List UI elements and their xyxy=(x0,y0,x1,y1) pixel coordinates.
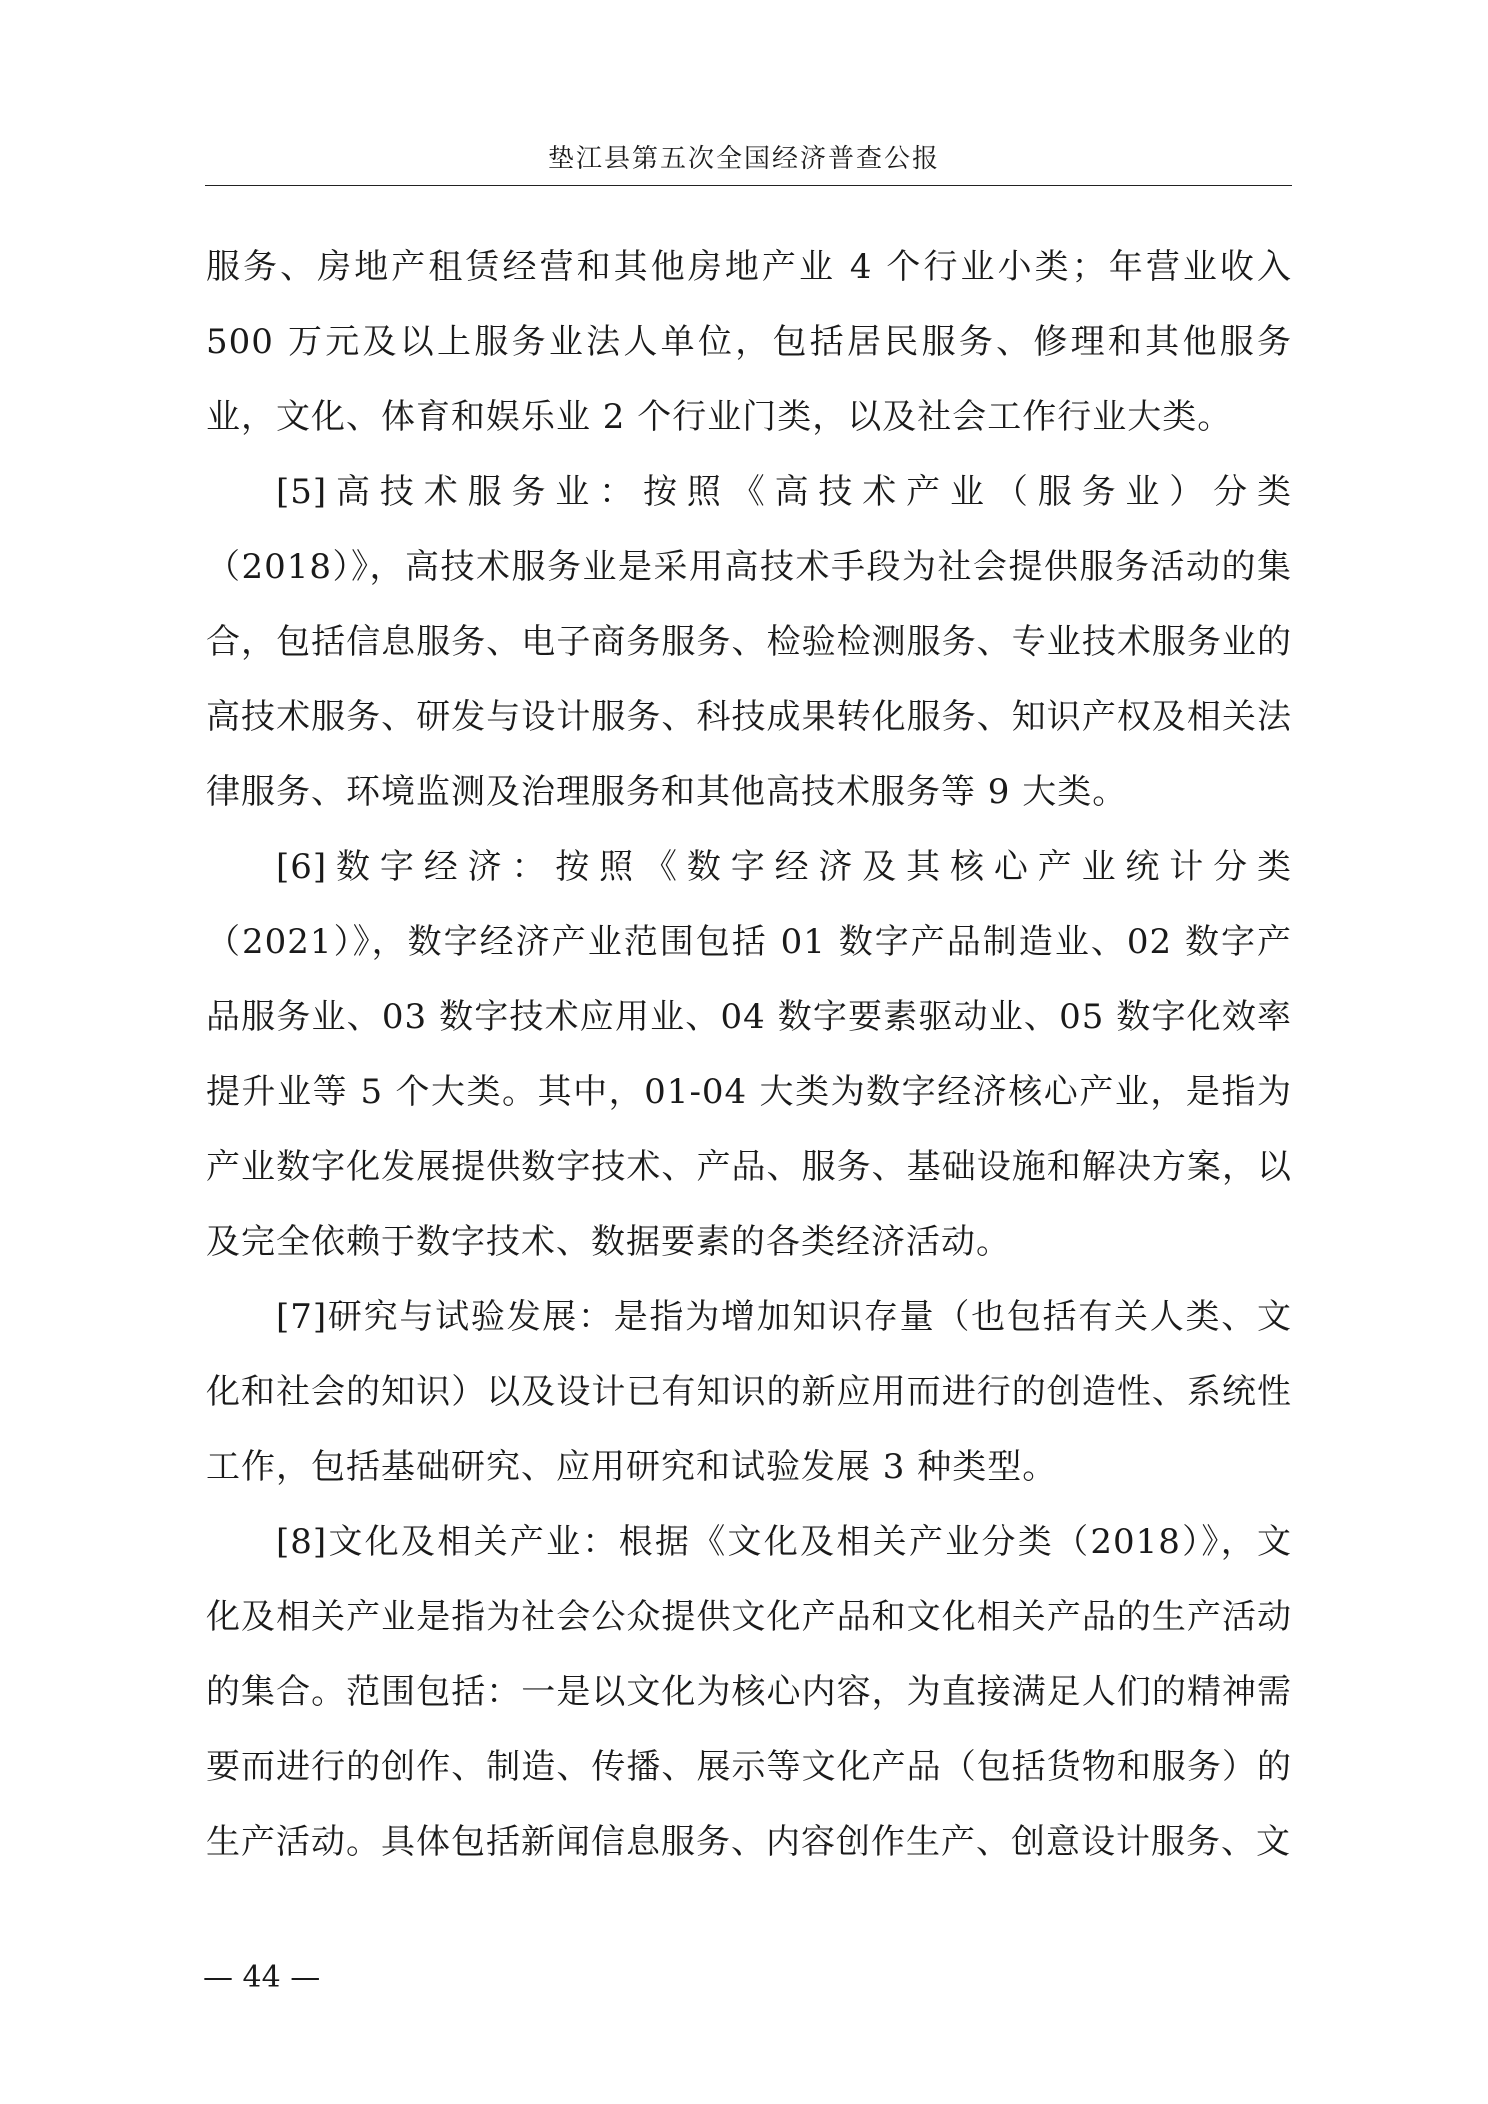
paragraph-note-8: [8]文化及相关产业：根据《文化及相关产业分类（2018）》，文化及相关产业是指为社会公众提供文化产品和文化相关产品的生产活动的集合。范围包括：一是以文化为核心内容，为直接满足人们的精神需要而进行的创作、制造、传播、展示等文化产品（包括货物和服务）的生产活动。具体包括新闻信息服务、内容创作生产、创意设计服务、文 xyxy=(206,1522,1292,1862)
header-divider xyxy=(205,185,1292,186)
page-number: — 44 — xyxy=(203,1960,321,1995)
paragraph-note-5: [5]高技术服务业：按照《高技术产业（服务业）分类（2018）》，高技术服务业是采用高技术手段为社会提供服务活动的集合，包括信息服务、电子商务服务、检验检测服务、专业技术服务业的高技术服务、研发与设计服务、科技成果转化服务、知识产权及相关法律服务、环境监测及治理服务和其他高技术服务等 9 大类。 xyxy=(206,472,1292,812)
header-title: 垫江县第五次全国经济普查公报 xyxy=(547,144,940,174)
body-text xyxy=(206,230,1292,1880)
paragraph-note-6: [6]数字经济：按照《数字经济及其核心产业统计分类（2021）》，数字经济产业范围包括 01 数字产品制造业、02 数字产品服务业、03 数字技术应用业、04 数字要素驱动业、05 数字化效率提升业等 5 个大类。其中，01-04 大类为数字经济核心产业，是指为产业数字化发展提供数字技术、产品、服务、基础设施和解决方案，以及完全依赖于数字技术、数据要素的各类经济活动。 xyxy=(206,847,1292,1262)
paragraph-continuation: 服务、房地产租赁经营和其他房地产业 4 个行业小类；年营业收入 500 万元及以上服务业法人单位，包括居民服务、修理和其他服务业，文化、体育和娱乐业 2 个行业门类，以及社会工作行业大类。 xyxy=(206,247,1292,437)
paragraph-note-7: [7]研究与试验发展：是指为增加知识存量（也包括有关人类、文化和社会的知识）以及设计已有知识的新应用而进行的创造性、系统性工作，包括基础研究、应用研究和试验发展 3 种类型。 xyxy=(206,1297,1292,1487)
